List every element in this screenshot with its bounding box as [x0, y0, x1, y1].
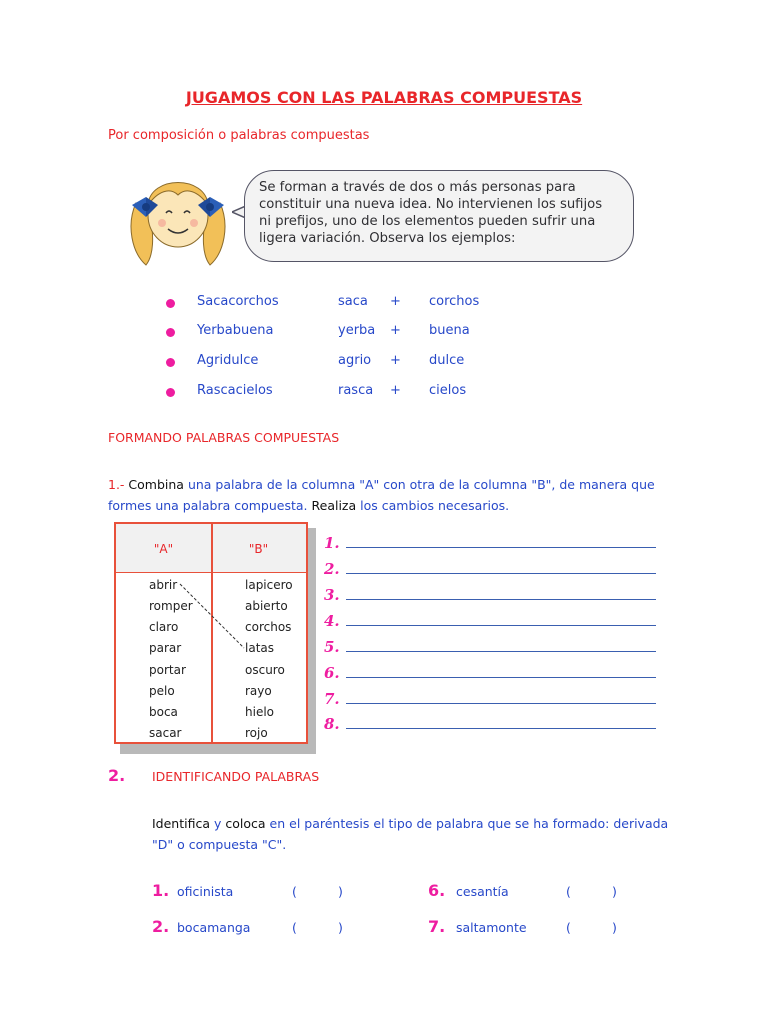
example-word: Rascacielos	[197, 383, 273, 398]
question1	[108, 474, 668, 516]
answer-number: 2.	[324, 560, 340, 578]
identify-number: 1.	[152, 881, 170, 900]
identify-word: bocamanga	[177, 920, 251, 935]
question1-number: 1.-	[108, 477, 125, 492]
identify-word: cesantía	[456, 884, 509, 899]
plus-sign: +	[390, 294, 401, 309]
answer-line[interactable]	[346, 573, 656, 574]
section2-title: IDENTIFICANDO PALABRAS	[152, 769, 320, 784]
bubble-line: constituir una nueva idea. No intervienen los sufijos	[259, 197, 603, 212]
identify-word: saltamonte	[456, 920, 527, 935]
identify-paren-close: )	[612, 884, 617, 899]
table-cell-b: rayo	[245, 684, 272, 698]
identify-paren-open[interactable]: (	[566, 884, 571, 899]
answer-number: 7.	[324, 690, 340, 708]
example-word: Sacacorchos	[197, 294, 279, 309]
identify-paren-open[interactable]: (	[292, 920, 297, 935]
subtitle: Por composición o palabras compuestas	[108, 128, 370, 143]
question2-text: en el paréntesis el tipo de palabra que se ha formado: derivada "D" o compuesta "C".	[152, 816, 669, 852]
answer-line[interactable]	[346, 651, 656, 652]
answer-number: 6.	[324, 664, 340, 682]
identify-paren-close: )	[612, 920, 617, 935]
section2-number: 2.	[108, 766, 126, 785]
table-cell-b: latas	[245, 641, 274, 655]
bullet-icon	[166, 299, 175, 308]
question1-verb1: Combina	[128, 477, 184, 492]
example-part2: corchos	[429, 294, 480, 309]
question1-text1: una palabra de la columna "A" con otra de la columna "B", de manera que formes una palabra compuesta.	[108, 477, 655, 513]
bubble-line: Se forman a través de dos o más personas para	[259, 180, 576, 195]
header-col-b: "B"	[248, 542, 269, 556]
table-cell-b: abierto	[245, 599, 288, 613]
identify-paren-open[interactable]: (	[566, 920, 571, 935]
table-cell-a: parar	[149, 641, 182, 655]
example-word: Agridulce	[197, 353, 259, 368]
example-part2: dulce	[429, 353, 465, 368]
answer-line[interactable]	[346, 547, 656, 548]
word-table	[114, 522, 308, 744]
example-part2: cielos	[429, 383, 467, 398]
answer-number: 4.	[324, 612, 340, 630]
answer-number: 5.	[324, 638, 340, 656]
answer-line[interactable]	[346, 599, 656, 600]
example-part1: rasca	[338, 383, 374, 398]
plus-sign: +	[390, 323, 401, 338]
table-cell-a: claro	[149, 620, 179, 634]
question2-verb2: coloca	[225, 816, 266, 831]
example-word: Yerbabuena	[197, 323, 274, 338]
plus-sign: +	[390, 353, 401, 368]
answer-line[interactable]	[346, 625, 656, 626]
example-part1: saca	[338, 294, 368, 309]
table-cell-a: boca	[149, 705, 178, 719]
section1-title: FORMANDO PALABRAS COMPUESTAS	[108, 430, 340, 445]
table-cell-b: lapicero	[245, 578, 293, 592]
bubble-text	[259, 179, 621, 247]
table-cell-a: sacar	[149, 726, 182, 740]
table-cell-a: pelo	[149, 684, 175, 698]
bubble-line: ligera variación. Observa los ejemplos:	[259, 231, 516, 246]
question2	[152, 813, 672, 855]
header-col-a: "A"	[153, 542, 174, 556]
question1-verb2: Realiza	[307, 498, 357, 513]
table-cell-b: corchos	[245, 620, 292, 634]
bullet-icon	[166, 358, 175, 367]
example-part1: yerba	[338, 323, 376, 338]
question2-verb1: Identifica	[152, 816, 211, 831]
bullet-icon	[166, 388, 175, 397]
identify-word: oficinista	[177, 884, 234, 899]
table-cell-a: romper	[149, 599, 193, 613]
plus-sign: +	[390, 383, 401, 398]
identify-paren-close: )	[338, 920, 343, 935]
identify-paren-open[interactable]: (	[292, 884, 297, 899]
question1-text2: los cambios necesarios.	[356, 498, 510, 513]
example-part1: agrio	[338, 353, 372, 368]
page-title: JUGAMOS CON LAS PALABRAS COMPUESTAS	[185, 88, 583, 107]
answer-line[interactable]	[346, 703, 656, 704]
question2-conj: y	[210, 816, 226, 831]
table-cell-b: rojo	[245, 726, 268, 740]
table-cell-a: portar	[149, 663, 186, 677]
speech-bubble	[244, 170, 634, 262]
identify-number: 6.	[428, 881, 446, 900]
table-cell-a: abrir	[149, 578, 178, 592]
bubble-line: ni prefijos, uno de los elementos pueden sufrir una	[259, 214, 596, 229]
answer-number: 3.	[324, 586, 340, 604]
answer-number: 1.	[324, 534, 340, 552]
table-cell-b: oscuro	[245, 663, 285, 677]
answer-line[interactable]	[346, 728, 656, 729]
identify-number: 7.	[428, 917, 446, 936]
answer-number: 8.	[324, 715, 340, 733]
bullet-icon	[166, 328, 175, 337]
table-cell-b: hielo	[245, 705, 274, 719]
girl-illustration	[128, 165, 228, 273]
identify-paren-close: )	[338, 884, 343, 899]
example-part2: buena	[429, 323, 470, 338]
identify-number: 2.	[152, 917, 170, 936]
answer-line[interactable]	[346, 677, 656, 678]
